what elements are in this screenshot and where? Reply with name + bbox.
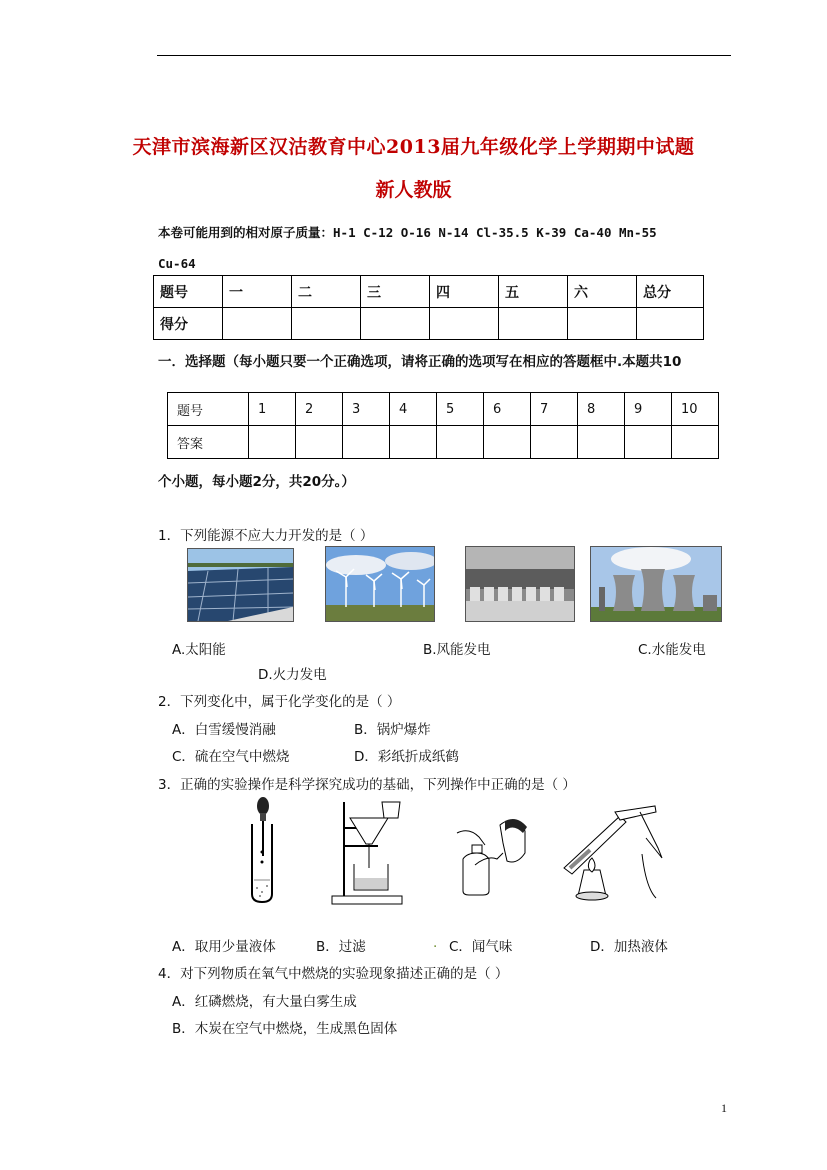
- atomic-mass-label: 本卷可能用到的相对原子质量：: [158, 225, 334, 240]
- wind-turbine-image: [325, 546, 435, 622]
- atomic-mass-values: H-1 C-12 O-16 N-14 Cl-35.5 K-39 Ca-40 Mn-55: [333, 225, 657, 240]
- filtration-apparatus-diagram: [330, 798, 405, 906]
- page-number: 1: [721, 1101, 727, 1115]
- answer-cell[interactable]: [437, 426, 484, 459]
- q1-option-b: B.风能发电: [423, 642, 491, 658]
- q1-option-d: D.火力发电: [258, 667, 327, 683]
- atomic-mass-values-cont: Cu-64: [158, 256, 196, 271]
- answer-header-cell: 8: [578, 393, 625, 426]
- score-header-cell: 六: [568, 276, 637, 308]
- score-header-cell: 总分: [637, 276, 704, 308]
- score-table: [153, 275, 704, 340]
- q2-option-b: B．锅炉爆炸: [354, 722, 431, 738]
- answer-cell[interactable]: [578, 426, 625, 459]
- question-1-stem: 1．下列能源不应大力开发的是（ ）: [158, 528, 374, 544]
- q4-option-a: A．红磷燃烧，有大量白雾生成: [172, 994, 357, 1010]
- q3-option-d: D．加热液体: [590, 939, 668, 955]
- score-cell[interactable]: [499, 308, 568, 340]
- q3-option-b: B．过滤: [316, 939, 366, 955]
- q2-option-c: C．硫在空气中燃烧: [172, 749, 290, 765]
- answer-cell[interactable]: [296, 426, 343, 459]
- score-header-cell: 三: [361, 276, 430, 308]
- score-row-label: 得分: [154, 308, 223, 340]
- question-3-stem: 3．正确的实验操作是科学探究成功的基础，下列操作中正确的是（ ）: [158, 777, 576, 793]
- answer-header-cell: 4: [390, 393, 437, 426]
- score-cell[interactable]: [430, 308, 499, 340]
- q1-option-c: C.水能发电: [638, 642, 706, 658]
- smelling-gas-diagram: [455, 813, 530, 898]
- answer-cell[interactable]: [343, 426, 390, 459]
- answer-cell[interactable]: [484, 426, 531, 459]
- exam-title: 天津市滨海新区汉沽教育中心2013届九年级化学上学期期中试题: [132, 136, 695, 158]
- q3-option-a: A．取用少量液体: [172, 939, 276, 955]
- answer-header-cell: 10: [672, 393, 719, 426]
- stray-dot-mark: .: [433, 935, 438, 951]
- solar-panel-image: [187, 548, 294, 622]
- answer-header-cell: 2: [296, 393, 343, 426]
- answer-header-cell: 7: [531, 393, 578, 426]
- answer-header-cell: 1: [249, 393, 296, 426]
- atomic-mass-note: [158, 217, 738, 279]
- q4-option-b: B．木炭在空气中燃烧，生成黑色固体: [172, 1021, 398, 1037]
- dropper-test-tube-diagram: [242, 796, 282, 906]
- q1-option-a: A.太阳能: [172, 642, 226, 658]
- score-header-cell: 四: [430, 276, 499, 308]
- answer-cell[interactable]: [390, 426, 437, 459]
- answer-header-cell: 题号: [168, 393, 249, 426]
- question-2-stem: 2．下列变化中，属于化学变化的是（ ）: [158, 694, 401, 710]
- answer-header-cell: 5: [437, 393, 484, 426]
- header-rule: [157, 55, 731, 56]
- score-cell[interactable]: [361, 308, 430, 340]
- score-header-cell: 题号: [154, 276, 223, 308]
- answer-header-cell: 3: [343, 393, 390, 426]
- score-header-cell: 二: [292, 276, 361, 308]
- score-header-cell: 五: [499, 276, 568, 308]
- answer-cell[interactable]: [531, 426, 578, 459]
- question-4-stem: 4．对下列物质在氧气中燃烧的实验现象描述正确的是（ ）: [158, 966, 509, 982]
- q3-option-c: C．闻气味: [449, 939, 513, 955]
- answer-row-label: 答案: [168, 426, 249, 459]
- score-header-cell: 一: [223, 276, 292, 308]
- answer-cell[interactable]: [672, 426, 719, 459]
- section-heading: 一．选择题（每小题只要一个正确选项，请将正确的选项写在相应的答题框中.本题共10: [158, 354, 682, 370]
- hydropower-dam-image: [465, 546, 575, 622]
- score-cell[interactable]: [292, 308, 361, 340]
- heating-liquid-diagram: [560, 798, 670, 908]
- score-cell[interactable]: [568, 308, 637, 340]
- section-heading-tail: 个小题，每小题2分，共20分。）: [158, 474, 355, 490]
- answer-table: [167, 392, 719, 459]
- score-cell[interactable]: [637, 308, 704, 340]
- q2-option-a: A．白雪缓慢消融: [172, 722, 276, 738]
- score-cell[interactable]: [223, 308, 292, 340]
- exam-subtitle: 新人教版: [375, 179, 452, 201]
- answer-cell[interactable]: [249, 426, 296, 459]
- answer-cell[interactable]: [625, 426, 672, 459]
- thermal-power-plant-image: [590, 546, 722, 622]
- q2-option-d: D．彩纸折成纸鹤: [354, 749, 459, 765]
- answer-header-cell: 9: [625, 393, 672, 426]
- answer-header-cell: 6: [484, 393, 531, 426]
